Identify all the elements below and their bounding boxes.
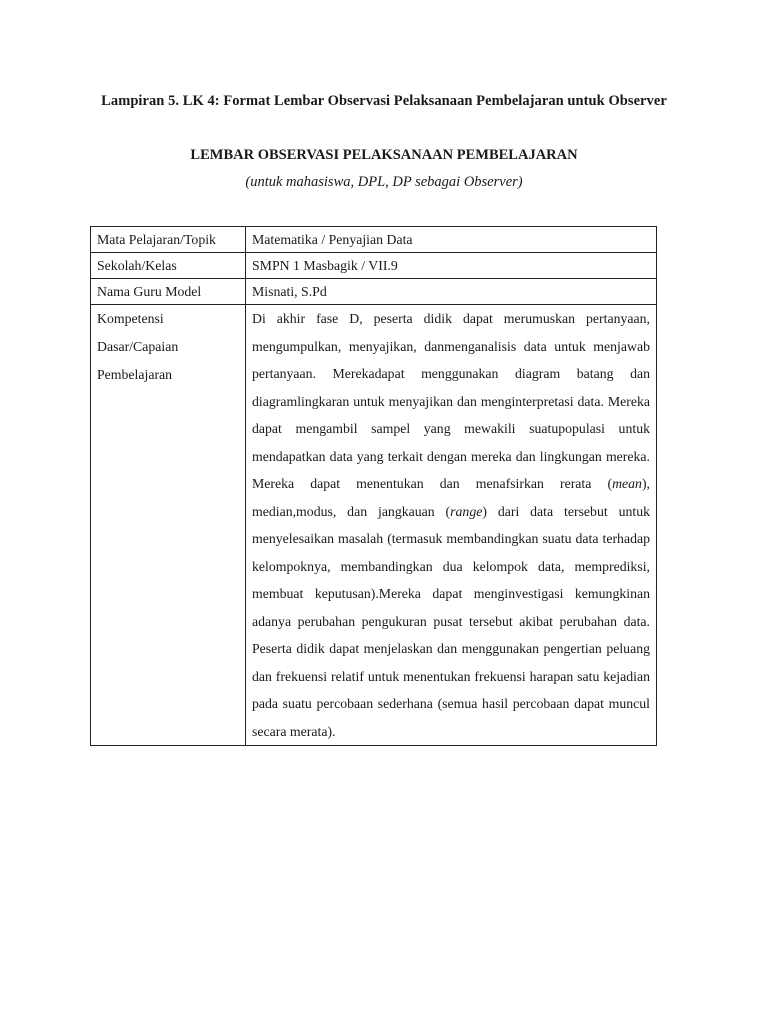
appendix-heading: Lampiran 5. LK 4: Format Lembar Observasi Pelaksanaan Pembelajaran untuk Observer	[101, 93, 667, 109]
competency-paragraph	[252, 305, 650, 745]
competency-text-part: Di akhir fase D, peserta didik dapat merumuskan pertanyaan, mengumpulkan, menyajikan, danmenganalisis data untuk menjawab pertanyaan. Merekadapat menggunakan diagram batang dan diagramlingkaran untuk menyajikan dan menginterpretasi data. Mereka dapat mengambil sampel yang mewakili suatupopulasi untuk mendapatkan data yang terkait dengan mereka dan lingkungan mereka. Mereka dapat menentukan dan menafsirkan rerata (	[252, 311, 650, 491]
competency-text-part: ) dari data tersebut untuk menyelesaikan masalah (termasuk membandingkan suatu data terhadap kelompoknya, membandingkan dua kelompok data, memprediksi, membuat keputusan).Mereka dapat menginvestigasi kemungkinan adanya perubahan pengukuran pusat tersebut akibat perubahan data. Peserta didik dapat menjelaskan dan menggunakan pengertian peluang dan frekuensi relatif untuk menentukan frekuensi harapan satu kejadian pada suatu percobaan sederhana (semua hasil percobaan dapat muncul secara merata).	[252, 503, 650, 739]
row-label: Sekolah/Kelas	[91, 253, 246, 279]
table-row-teacher	[91, 279, 657, 305]
row-value: Misnati, S.Pd	[246, 279, 657, 305]
row-value: Matematika / Penyajian Data	[246, 227, 657, 253]
table-row-subject	[91, 227, 657, 253]
table-row-school	[91, 253, 657, 279]
competency-label	[91, 305, 246, 746]
row-label: Mata Pelajaran/Topik	[91, 227, 246, 253]
competency-text-part: ), median,modus, dan jangkauan (	[252, 476, 650, 519]
document-title: LEMBAR OBSERVASI PELAKSANAAN PEMBELAJARAN	[190, 147, 578, 163]
competency-label-line: Kompetensi	[97, 311, 164, 326]
document-subtitle: (untuk mahasiswa, DPL, DP sebagai Observer)	[245, 174, 523, 190]
observation-table	[90, 226, 657, 746]
competency-label-line: Pembelajaran	[97, 367, 173, 382]
row-label: Nama Guru Model	[91, 279, 246, 305]
term-range: range	[450, 503, 483, 519]
table-row-competency	[91, 305, 657, 746]
row-value: SMPN 1 Masbagik / VII.9	[246, 253, 657, 279]
competency-text	[246, 305, 657, 746]
term-mean: mean	[612, 476, 642, 491]
competency-label-line: Dasar/Capaian	[97, 339, 179, 354]
